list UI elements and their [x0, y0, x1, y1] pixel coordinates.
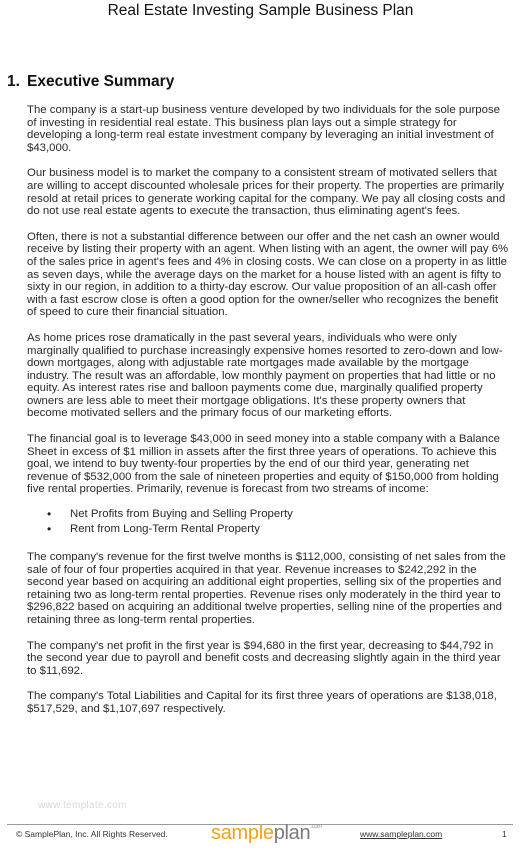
- document-body: [27, 104, 509, 729]
- paragraph-5: The financial goal is to leverage $43,000 in seed money into a stable company with a Balance Sheet in excess of $1 million in assets after the first three years of operations. To achieve this goal, we intend to buy twenty-four properties by the end of our third year, generating net revenue of $532,000 from the sale of nineteen properties and equity of $150,000 from holding five rental properties. Primarily, revenue is forecast from two streams of income:: [27, 433, 501, 496]
- paragraph-4: As home prices rose dramatically in the past several years, individuals who were only marginally qualified to purchase increasingly expensive homes resorted to zero-down and low-down mortgages, along with adjustable rate mortgages made available by the mortgage industry. The result was an affordable, low monthly payment on properties that had little or no equity. As interest rates rise and balloon payments come due, marginally qualified property owners are less able to meet their mortgage obligations. It's these property owners that become motivated sellers and the primary focus of our marketing efforts.: [27, 331, 503, 420]
- watermark-text: www.template.com: [38, 800, 127, 811]
- list-item: • Net Profits from Buying and Selling Property: [47, 507, 509, 522]
- logo-suffix: .com: [310, 824, 323, 830]
- sampleplan-logo: [211, 822, 322, 845]
- list-item: • Rent from Long-Term Rental Property: [47, 522, 509, 537]
- logo-part-sample: sample: [211, 822, 274, 844]
- website-link[interactable]: www.sampleplan.com: [360, 829, 443, 839]
- page-title: Real Estate Investing Sample Business Plan: [107, 2, 414, 19]
- paragraph-2: Our business model is to market the company to a consistent stream of motivated sellers that are willing to accept discounted wholesale prices for their property. The properties are primarily resold at retail prices to generate working capital for the company. We pay all closing costs and do not use real estate agents to execute the transaction, thus eliminating agent's fees.: [27, 167, 506, 218]
- paragraph-6: The company's revenue for the first twelve months is $112,000, consisting of net sales from the sale of four of four properties acquired in that year. Revenue increases to $242,292 in the second year based on acquiring an additional eight properties, selling six of the properties and retaining two as long-term rental properties. Revenue rises only moderately in the third year to $296,822 based on acquiring an additional twelve properties, selling nine of the properties and retaining three as long-term rental properties.: [27, 551, 506, 626]
- section-title: Executive Summary: [27, 73, 175, 90]
- revenue-streams-list: [47, 507, 509, 537]
- page-number: 1: [502, 829, 507, 839]
- paragraph-3: Often, there is not a substantial difference between our offer and the net cash an owner would receive by listing their property with an agent. When listing with an agent, the owner will pay 6% of the sales price in agent's fees and 4% in closing costs. We can close on a property in as little as seven days, while the average days on the market for a house listed with an agent is fifty to sixty in our region, in addition to a thirty-day escrow. Our value proposition of an all-cash offer with a fast escrow close is often a good option for the owner/seller who recognizes the benefit of speed to cure their financial situation.: [27, 230, 509, 319]
- copyright-text: © SamplePlan, Inc. All Rights Reserved.: [16, 829, 168, 839]
- paragraph-7: The company's net profit in the first year is $94,680 in the first year, decreasing to $44,792 in the second year due to payroll and benefit costs and decreasing slightly again in the third year to $11,692.: [27, 639, 501, 677]
- paragraph-1: The company is a start-up business venture developed by two individuals for the sole purpose of investing in residential real estate. This business plan lays out a simple strategy for developing a long-term real estate investment company by leveraging an initial investment of $43,000.: [27, 104, 500, 154]
- section-heading: [7, 73, 174, 91]
- paragraph-8: The company's Total Liabilities and Capital for its first three years of operations are $138,018, $517,529, and $1,107,697 respectively.: [27, 690, 497, 715]
- logo-part-plan: plan: [273, 822, 311, 844]
- section-number: 1.: [7, 73, 20, 90]
- page-footer: [0, 822, 521, 852]
